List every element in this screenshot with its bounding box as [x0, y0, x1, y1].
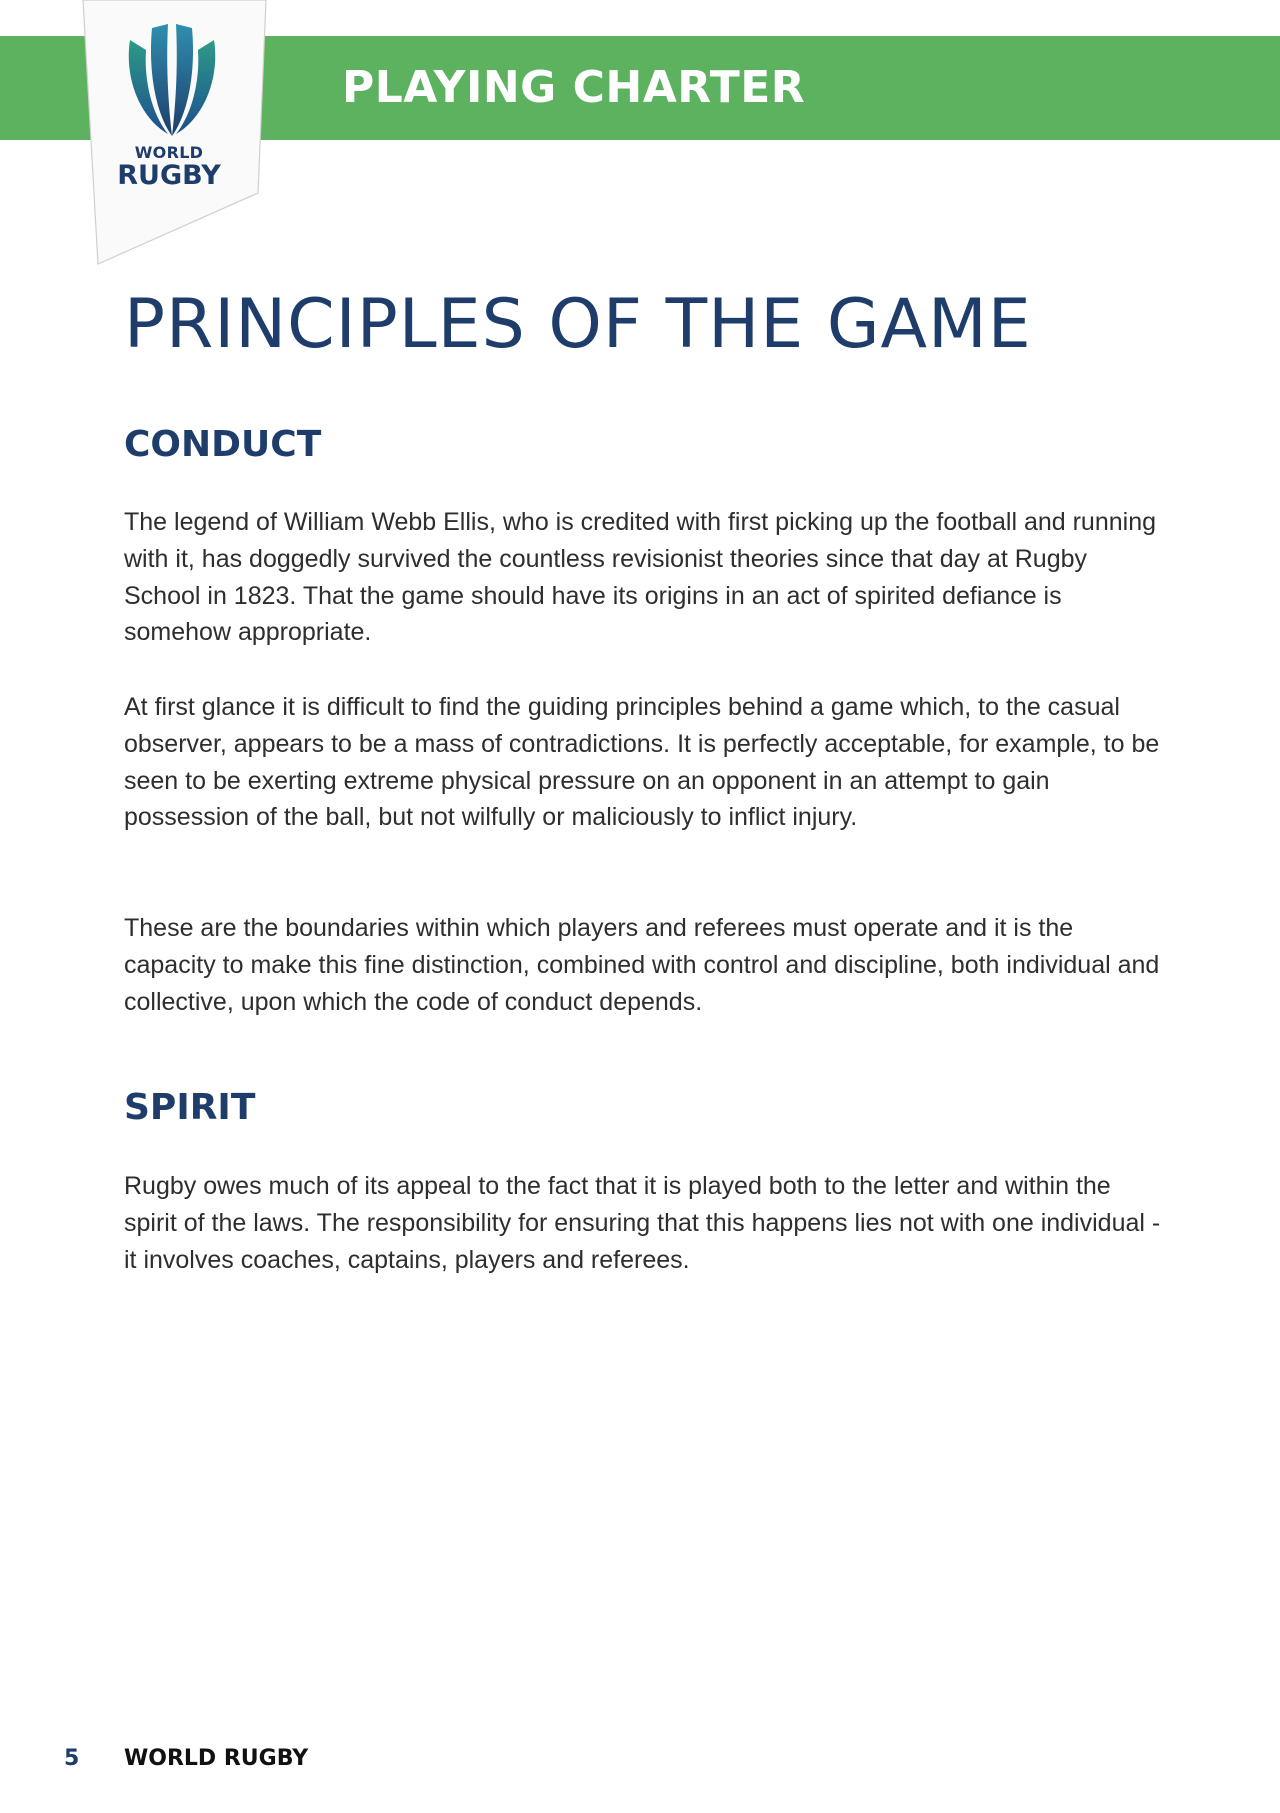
header-title: PLAYING CHARTER [342, 62, 806, 113]
footer-page-number: 5 [64, 1746, 80, 1771]
logo-text-rugby: RUGBY [117, 160, 221, 191]
spirit-paragraph-1: Rugby owes much of its appeal to the fact that it is played both to the letter and within the spirit of the laws. The responsibility for ensuring that this happens lies not with one individual - it involves coaches, captains, players and referees. [124, 1172, 1161, 1274]
logo-text-world: WORLD [134, 143, 204, 162]
world-rugby-logo-icon [122, 18, 222, 140]
conduct-paragraph-2: At first glance it is difficult to find the guiding principles behind a game which, to the casual observer, appears to be a mass of contradictions. It is perfectly acceptable, for example, to be seen to be exerting extreme physical pressure on an opponent in an attempt to gain possession of the ball, but not wilfully or maliciously to inflict injury. [124, 693, 1160, 832]
conduct-paragraph-1: The legend of William Webb Ellis, who is credited with first picking up the football and running with it, has doggedly survived the countless revisionist theories since that day at Rugby School in 1823. That the game should have its origins in an act of spirited defiance is somehow appropriate. [124, 508, 1157, 647]
conduct-paragraph-3: These are the boundaries within which players and referees must operate and it is the capacity to make this fine distinction, combined with control and discipline, both individual and collective, upon which the code of conduct depends. [124, 914, 1160, 1016]
section-heading-conduct: CONDUCT [124, 424, 322, 465]
section-heading-spirit: SPIRIT [124, 1087, 256, 1128]
page-title: PRINCIPLES OF THE GAME [124, 285, 1032, 364]
footer-brand: WORLD RUGBY [124, 1746, 309, 1771]
logo-tab [80, 0, 270, 268]
